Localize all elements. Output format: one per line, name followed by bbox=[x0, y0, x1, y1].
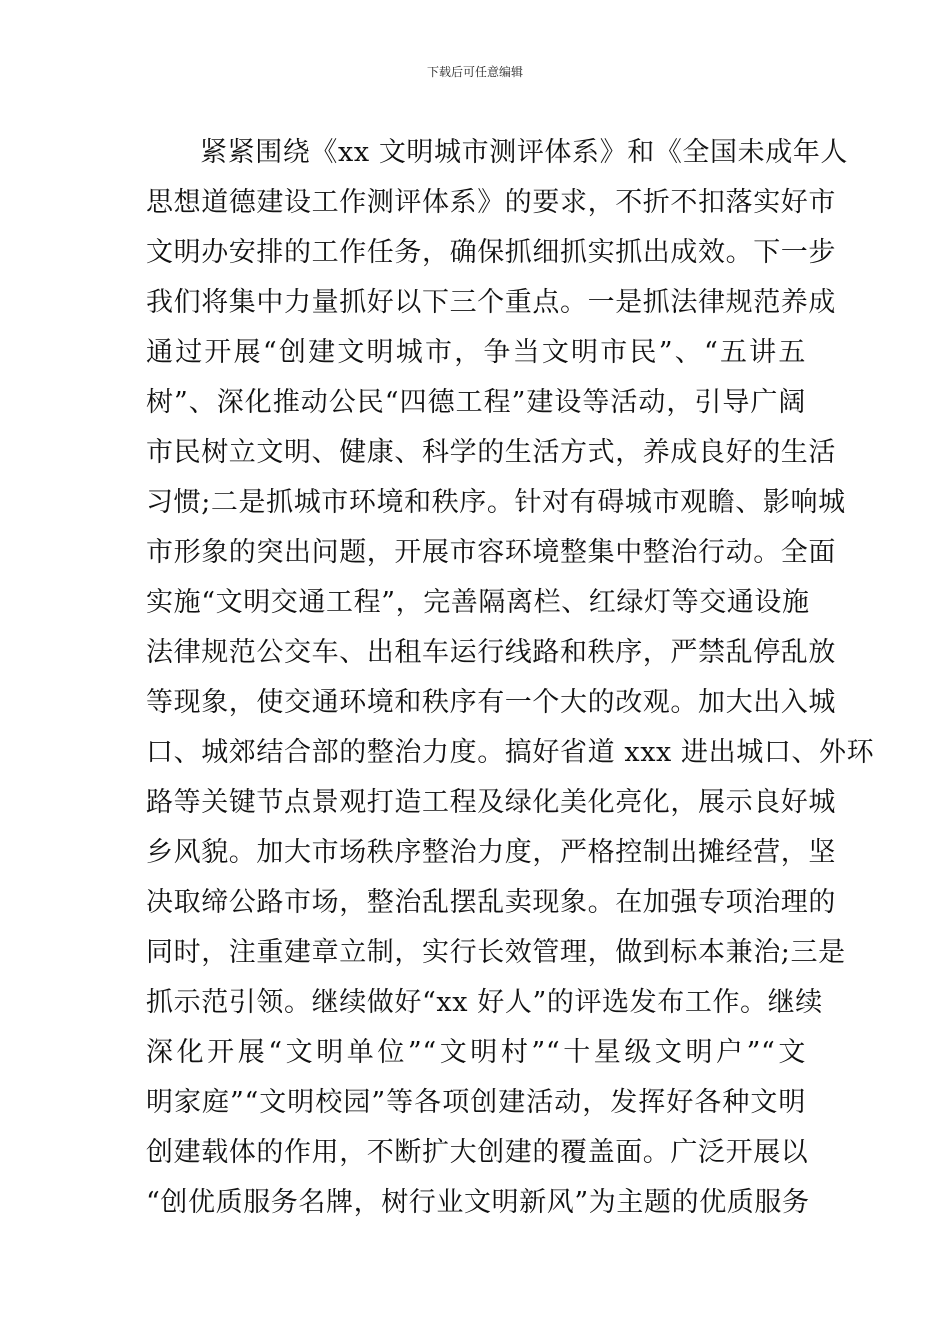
paragraph-line: 同时，注重建章立制，实行长效管理，做到标本兼治;三是 bbox=[146, 937, 846, 968]
paragraph-line: 抓示范引领。继续做好“xx 好人”的评选发布工作。继续 bbox=[146, 987, 823, 1018]
paragraph-line: 深化开展“文明单位”“文明村”“十星级文明户”“文 bbox=[146, 1037, 806, 1068]
paragraph-line: 等现象，使交通环境和秩序有一个大的改观。加大出入城 bbox=[146, 687, 836, 718]
paragraph-line: 法律规范公交车、出租车运行线路和秩序，严禁乱停乱放 bbox=[146, 637, 836, 668]
paragraph-line: 文明办安排的工作任务，确保抓细抓实抓出成效。下一步 bbox=[146, 237, 836, 268]
paragraph-line: 乡风貌。加大市场秩序整治力度，严格控制出摊经营，坚 bbox=[146, 837, 836, 868]
paragraph-line: 创建载体的作用，不断扩大创建的覆盖面。广泛开展以 bbox=[146, 1137, 809, 1168]
paragraph-line: 市形象的突出问题，开展市容环境整集中整治行动。全面 bbox=[146, 537, 836, 568]
header-note: 下载后可任意编辑 bbox=[426, 65, 523, 79]
paragraph-line: “创优质服务名牌，树行业文明新风”为主题的优质服务 bbox=[146, 1187, 810, 1218]
paragraph-line: 实施“文明交通工程”，完善隔离栏、红绿灯等交通设施 bbox=[146, 587, 810, 618]
paragraph-line: 明家庭”“文明校园”等各项创建活动，发挥好各种文明 bbox=[146, 1087, 806, 1118]
paragraph-line: 决取缔公路市场，整治乱摆乱卖现象。在加强专项治理的 bbox=[146, 887, 836, 918]
paragraph-line: 紧紧围绕《xx 文明城市测评体系》和《全国未成年人 bbox=[200, 137, 849, 168]
paragraph-line: 我们将集中力量抓好以下三个重点。一是抓法律规范养成 bbox=[146, 287, 836, 318]
paragraph-line: 市民树立文明、健康、科学的生活方式，养成良好的生活 bbox=[146, 437, 836, 468]
paragraph-line: 树”、深化推动公民“四德工程”建设等活动，引导广阔 bbox=[146, 387, 806, 418]
paragraph-line: 习惯;二是抓城市环境和秩序。针对有碍城市观瞻、影响城 bbox=[146, 487, 846, 518]
body-paragraph bbox=[146, 128, 875, 1228]
paragraph-line: 通过开展“创建文明城市，争当文明市民”、“五讲五 bbox=[146, 337, 806, 368]
paragraph-line: 路等关键节点景观打造工程及绿化美化亮化，展示良好城 bbox=[146, 787, 836, 818]
paragraph-line: 思想道德建设工作测评体系》的要求，不折不扣落实好市 bbox=[146, 187, 836, 218]
paragraph-line: 口、城郊结合部的整治力度。搞好省道 xxx 进出城口、外环 bbox=[146, 737, 875, 768]
